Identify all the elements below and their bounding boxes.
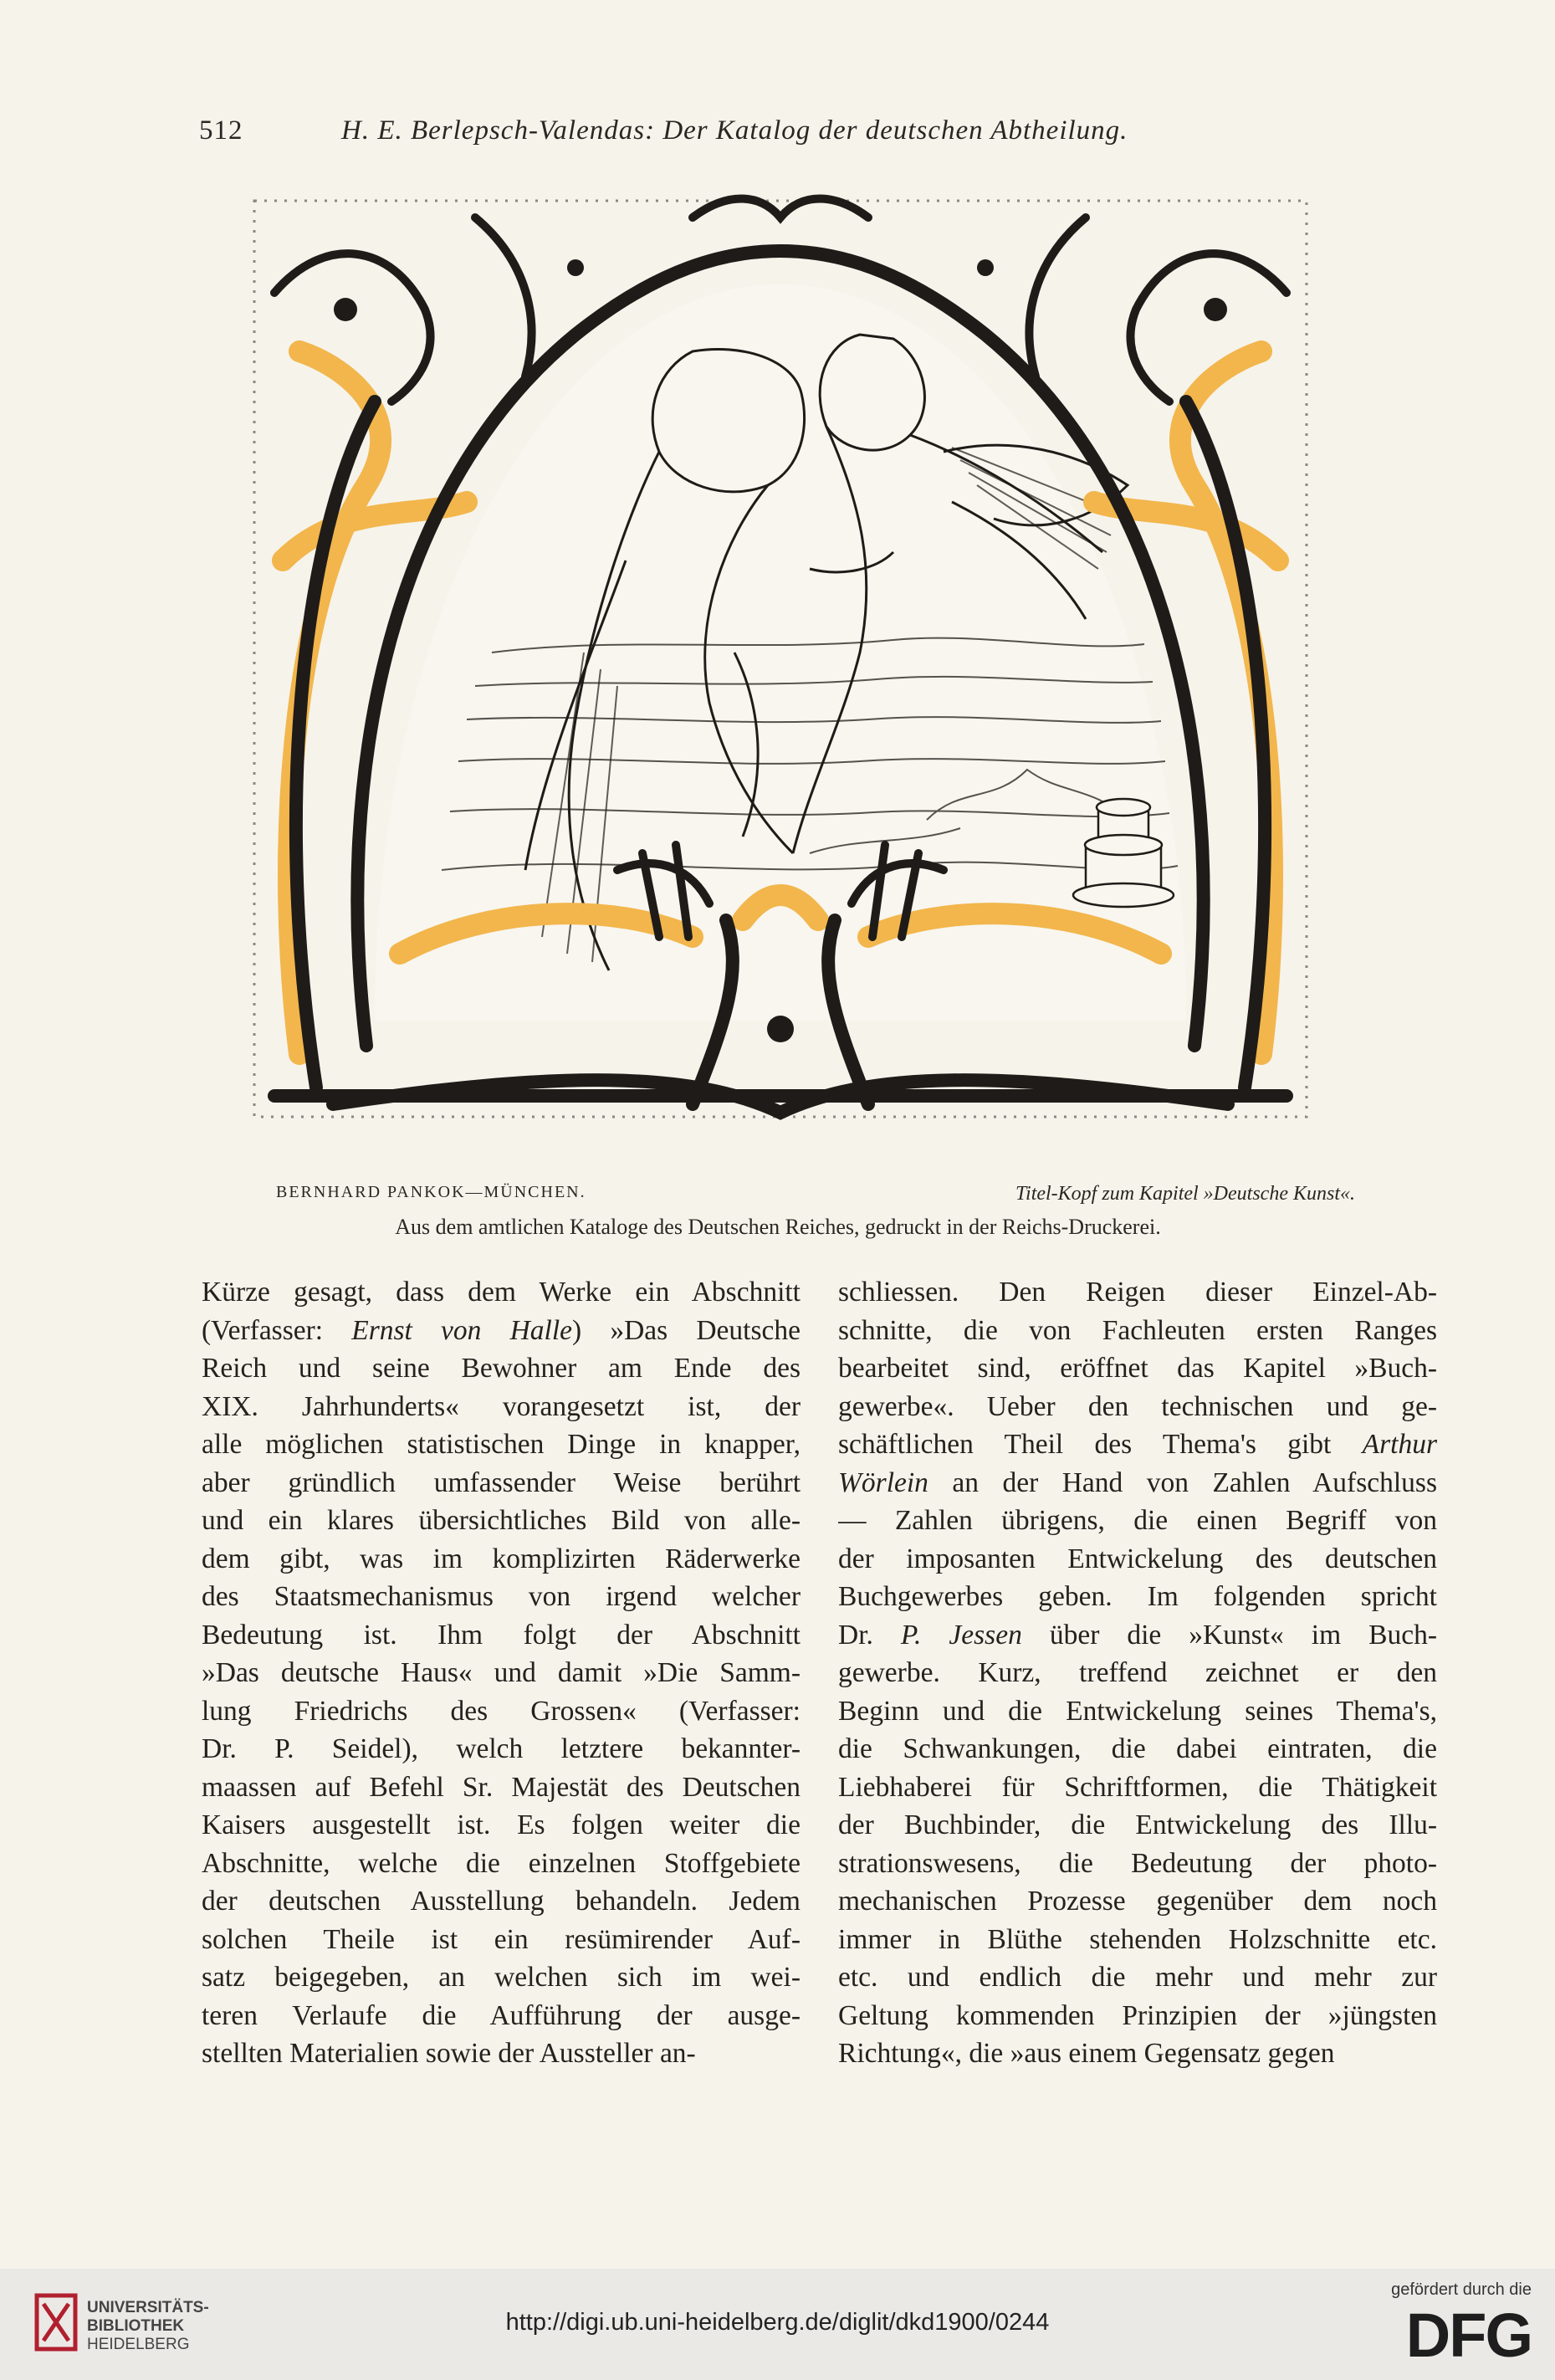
text-line: teren Verlaufe die Aufführung der ausge- (202, 1999, 801, 2031)
text-line: Beginn und die Entwickelung seines Thema's, (838, 1695, 1437, 1727)
text-line: Bedeutung ist. Ihm folgt der Abschnitt (202, 1619, 801, 1651)
art-nouveau-illustration (224, 184, 1337, 1163)
text-line-with-italic (838, 1464, 1437, 1502)
text-line: strationswesens, die Bedeutung der photo- (838, 1847, 1437, 1879)
text-line: schnitte, die von Fachleuten ersten Ranges (838, 1314, 1437, 1346)
text-line: — Zahlen übrigens, die einen Begriff von (838, 1505, 1437, 1536)
text-line: XIX. Jahrhunderts« vorangesetzt ist, der (202, 1390, 801, 1422)
text-line: solchen Theile ist ein resümirender Auf- (202, 1923, 801, 1955)
text-line: mechanischen Prozesse gegenüber dem noch (838, 1886, 1437, 1917)
text-line-with-italic (838, 1425, 1437, 1464)
text-line: Liebhaberei für Schriftformen, die Thätigkeit (838, 1771, 1437, 1803)
caption-title: Titel-Kopf zum Kapitel »Deutsche Kunst«. (1015, 1183, 1355, 1205)
text-line: dem gibt, was im komplizirten Räderwerke (202, 1543, 801, 1574)
text-line: des Staatsmechanismus von irgend welcher (202, 1581, 801, 1612)
art-nouveau-illustration-icon (224, 184, 1337, 1163)
text-fragment: über die »Kunst« im Buch- (1021, 1619, 1437, 1651)
text-line: gewerbe«. Ueber den technischen und ge- (838, 1390, 1437, 1422)
text-line: der deutschen Ausstellung behandeln. Jedem (202, 1886, 801, 1917)
page-header (199, 115, 1295, 157)
text-line: Kaisers ausgestellt ist. Es folgen weiter die (202, 1809, 801, 1840)
running-title: H. E. Berlepsch-Valendas: Der Katalog der deutschen Abtheilung. (341, 115, 1128, 146)
text-line: Dr. P. Seidel), welch letztere bekannter- (202, 1733, 801, 1764)
text-fragment: schäftlichen Theil des Thema's gibt (838, 1429, 1363, 1460)
funder-label: gefördert durch die (1391, 2280, 1532, 2299)
text-line: Richtung«, die »aus einem Gegensatz gegen (838, 2038, 1335, 2069)
text-line: gewerbe. Kurz, treffend zeichnet er den (838, 1657, 1437, 1688)
library-line: UNIVERSITÄTS- (87, 2299, 209, 2316)
author-name: P. Jessen (900, 1619, 1022, 1651)
source-url-link[interactable]: http://digi.ub.uni-heidelberg.de/diglit/dkd1900/0244 (505, 2309, 1050, 2336)
text-fragment: an der Hand von Zahlen Aufschluss (928, 1466, 1437, 1498)
text-line: immer in Blüthe stehenden Holzschnitte etc. (838, 1923, 1437, 1955)
text-line: maassen auf Befehl Sr. Majestät des Deutschen (202, 1771, 801, 1803)
text-line: Abschnitte, welche die einzelnen Stoffgebiete (202, 1847, 801, 1879)
text-line: schliessen. Den Reigen dieser Einzel-Ab- (838, 1277, 1437, 1308)
right-text-column (838, 1273, 1437, 2073)
text-line: der imposanten Entwickelung des deutschen (838, 1543, 1437, 1574)
text-line-with-italic (202, 1312, 801, 1350)
library-line: BIBLIOTHEK (87, 2317, 185, 2335)
text-line: alle möglichen statistischen Dinge in knapper, (202, 1429, 801, 1460)
text-line: stellten Materialien sowie der Aussteller an- (202, 2038, 696, 2069)
caption-artist: BERNHARD PANKOK—MÜNCHEN. (276, 1183, 586, 1201)
text-line: und ein klares übersichtliches Bild von alle- (202, 1505, 801, 1536)
text-line: bearbeitet sind, eröffnet das Kapitel »Buch- (838, 1353, 1437, 1384)
text-line: der Buchbinder, die Entwickelung des Illu- (838, 1809, 1437, 1840)
text-line: lung Friedrichs des Grossen« (Verfasser: (202, 1695, 801, 1727)
text-line: Kürze gesagt, dass dem Werke ein Abschnitt (202, 1277, 801, 1308)
library-line: HEIDELBERG (87, 2336, 190, 2353)
text-line: »Das deutsche Haus« und damit »Die Samm- (202, 1657, 801, 1688)
text-line-with-italic (838, 1616, 1437, 1655)
caption-source: Aus dem amtlichen Kataloge des Deutschen Reiches, gedruckt in der Reichs-Druckerei. (395, 1215, 1161, 1239)
author-name: Wörlein (838, 1466, 928, 1498)
text-fragment: ) »Das Deutsche (572, 1314, 801, 1346)
text-line: Reich und seine Bewohner am Ende des (202, 1353, 801, 1384)
text-line: Geltung kommenden Prinzipien der »jüngsten (838, 1999, 1437, 2031)
text-line: die Schwankungen, die dabei eintraten, die (838, 1733, 1437, 1764)
text-line: etc. und endlich die mehr und mehr zur (838, 1962, 1437, 1993)
dfg-logo: DFG (1405, 2301, 1532, 2370)
author-name: Arthur (1362, 1429, 1437, 1460)
page-number: 512 (199, 115, 243, 146)
text-fragment: Dr. (838, 1619, 901, 1651)
author-name: Ernst von Halle (351, 1314, 572, 1346)
text-line: Buchgewerbes geben. Im folgenden spricht (838, 1581, 1437, 1612)
text-fragment: (Verfasser: (202, 1314, 352, 1346)
left-text-column (202, 1273, 801, 2073)
figure-caption (276, 1183, 1355, 1213)
text-line: aber gründlich umfassender Weise berührt (202, 1466, 801, 1498)
text-line: satz beigegeben, an welchen sich im wei- (202, 1962, 801, 1993)
